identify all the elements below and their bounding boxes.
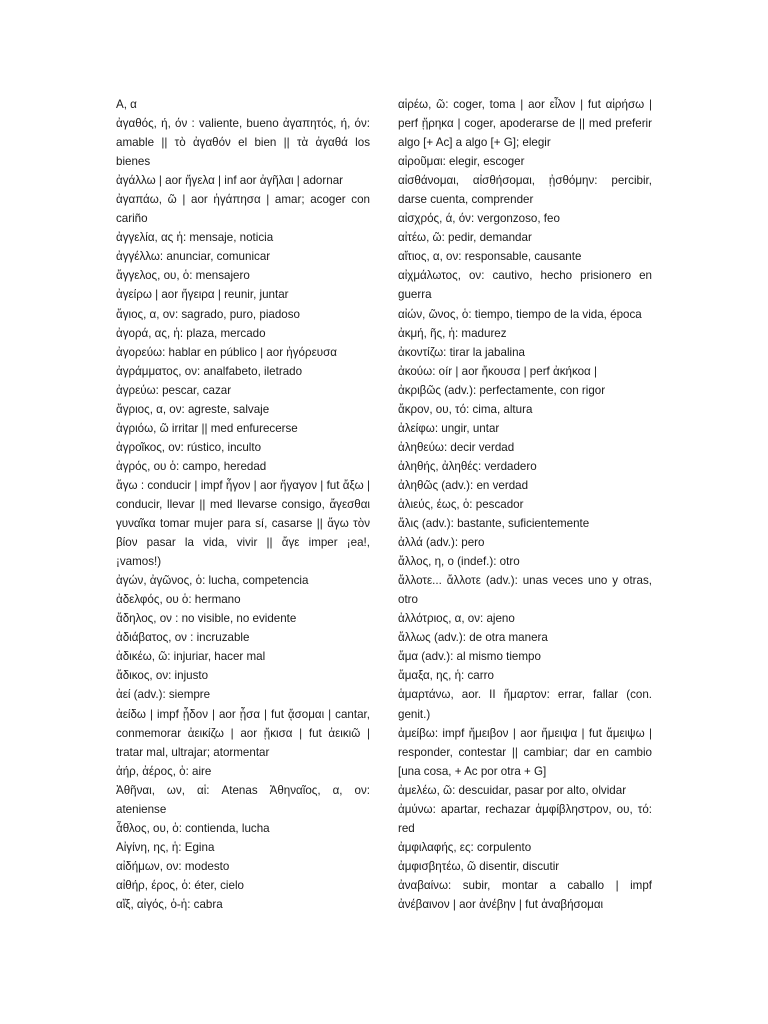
dictionary-entry: ἀκμή, ῆς, ἡ: madurez <box>398 326 507 340</box>
dictionary-entry: ἀμελέω, ῶ: descuidar, pasar por alto, olvidar <box>398 783 627 797</box>
dictionary-entry: ἀγγέλλω: anunciar, comunicar <box>116 250 271 264</box>
left-column <box>116 95 370 914</box>
dictionary-entry: ἀήρ, ἀέρος, ὁ: aire <box>116 764 212 778</box>
dictionary-entry: αἰδήμων, ον: modesto <box>116 859 230 873</box>
dictionary-entry: ἄδικος, ον: injusto <box>116 669 209 683</box>
dictionary-entry: αἰσθάνομαι, αἰσθήσομαι, ᾐσθόμην: percibir, darse cuenta, comprender <box>398 174 652 207</box>
dictionary-entry: ἀγάλλω | aor ἤγελα | inf aor ἀγῆλαι | adornar <box>116 174 344 188</box>
dictionary-entry: ἀγείρω | aor ἤγειρα | reunir, juntar <box>116 288 289 302</box>
dictionary-entry: ἄγω : conducir | impf ἦγον | aor ἤγαγον | fut ἄξω | conducir, llevar || med llevarse consigo, ἄγεσθαι γυναῖκα tomar mujer para sí, casarse || ἄγω τὸν βίον pasar la vida, vivir || ἄγε imper ¡ea!, ¡vamos!) <box>116 478 370 569</box>
dictionary-entry: αἰών, ῶνος, ὁ: tiempo, tiempo de la vida, época <box>398 307 642 321</box>
dictionary-entry: αἱρέω, ῶ: coger, toma | aor εἷλον | fut αἱρήσω | perf ᾕρηκα | coger, apoderarse de || med preferir algo [+ Ac] a algo [+ G]; elegir <box>398 98 652 150</box>
dictionary-entry: ἀγών, ἀγῶνος, ὁ: lucha, competencia <box>116 574 309 588</box>
dictionary-entry: ἀγαπάω, ῶ | aor ἠγάπησα | amar; acoger con cariño <box>116 193 370 226</box>
dictionary-entry: ἀδικέω, ῶ: injuriar, hacer mal <box>116 650 266 664</box>
dictionary-entry: ἀεί (adv.): siempre <box>116 688 211 702</box>
dictionary-entry: ἀδιάβατος, ον : incruzable <box>116 631 250 645</box>
dictionary-entry: Ἀθῆναι, ων, αἱ: Atenas Ἀθηναῖος, α, ον: ateniense <box>116 783 370 816</box>
dictionary-entry: ἄδηλος, ον : no visible, no evidente <box>116 612 297 626</box>
dictionary-entry: ἁμαρτάνω, aor. II ἥμαρτον: errar, fallar (con. genit.) <box>398 688 652 721</box>
dictionary-entry: ἄλλοτε... ἄλλοτε (adv.): unas veces uno y otras, otro <box>398 574 652 607</box>
dictionary-entry: ἄγριος, α, ον: agreste, salvaje <box>116 402 270 416</box>
dictionary-entry: αἰσχρός, ά, όν: vergonzoso, feo <box>398 212 560 226</box>
dictionary-entry: ἀλείφω: ungir, untar <box>398 421 500 435</box>
dictionary-entry: αἰτέω, ῶ: pedir, demandar <box>398 231 532 245</box>
dictionary-entry: ἀλλότριος, α, ον: ajeno <box>398 612 515 626</box>
dictionary-entry: Αἰγίνη, ης, ἡ: Egina <box>116 840 215 854</box>
dictionary-entry: ἅμαξα, ης, ἡ: carro <box>398 669 494 683</box>
dictionary-entry: ἅγιος, α, ον: sagrado, puro, piadoso <box>116 307 300 321</box>
dictionary-entry: ἀγρεύω: pescar, cazar <box>116 383 232 397</box>
dictionary-entry: ἀγριόω, ῶ irritar || med enfurecerse <box>116 421 298 435</box>
dictionary-entry: ἄλλος, η, ο (indef.): otro <box>398 555 520 569</box>
dictionary-entry: αἰθήρ, έρος, ὁ: éter, cielo <box>116 878 244 892</box>
dictionary-entry: αἴτιος, α, ον: responsable, causante <box>398 250 582 264</box>
dictionary-entry: ἀγγελία, ας ἡ: mensaje, noticia <box>116 231 274 245</box>
dictionary-entry: ἀγαθός, ή, όν : valiente, bueno ἀγαπητός, ή, όν: amable || τὸ ἀγαθόν el bien || τὰ ἀγαθά los bienes <box>116 117 370 169</box>
dictionary-entry: ἀμφισβητέω, ῶ disentir, discutir <box>398 859 560 873</box>
dictionary-entry: ἀκριβῶς (adv.): perfectamente, con rigor <box>398 383 606 397</box>
dictionary-entry: ἆθλος, ου, ὁ: contienda, lucha <box>116 821 270 835</box>
dictionary-entry: ἄκρον, ου, τό: cima, altura <box>398 402 533 416</box>
dictionary-entry: ἀκοντίζω: tirar la jabalina <box>398 345 525 359</box>
dictionary-entry: ἅλις (adv.): bastante, suficientemente <box>398 517 590 531</box>
dictionary-entry: ἀμείβω: impf ἤμειβον | aor ἤμειψα | fut ἄμειψω | responder, contestar || cambiar; dar en cambio [una cosa, + Ac por otra + G] <box>398 726 652 778</box>
dictionary-entry: ἀναβαίνω: subir, montar a caballo | impf ἀνέβαινον | aor ἀνέβην | fut ἀναβήσομαι <box>398 878 652 911</box>
dictionary-entry: ἀείδω | impf ᾖδον | aor ᾖσα | fut ᾄσομαι | cantar, conmemorar ἀεικίζω | aor ᾔκισα | fut ἀεικιῶ | tratar mal, ultrajar; atormentar <box>116 707 370 759</box>
dictionary-entry: ἀγρός, ου ὁ: campo, heredad <box>116 459 267 473</box>
dictionary-entry: ἀδελφός, ου ὁ: hermano <box>116 593 241 607</box>
dictionary-entry: ἀμύνω: apartar, rechazar ἀμφίβληστρον, ου, τό: red <box>398 802 652 835</box>
dictionary-entry: αἴξ, αἰγός, ὁ-ἡ: cabra <box>116 897 223 911</box>
dictionary-entry: ἀληθῶς (adv.): en verdad <box>398 478 529 492</box>
dictionary-entry: ἁλιεύς, έως, ὁ: pescador <box>398 497 524 511</box>
dictionary-entry: ἀγορά, ας, ἡ: plaza, mercado <box>116 326 266 340</box>
dictionary-entry: ἀληθεύω: decir verdad <box>398 440 515 454</box>
right-column <box>398 95 652 914</box>
dictionary-entry: ἀληθής, ἀληθές: verdadero <box>398 459 537 473</box>
dictionary-entry: ἀγράμματος, ον: analfabeto, iletrado <box>116 364 303 378</box>
dictionary-entry: ἀγορεύω: hablar en público | aor ἠγόρευσα <box>116 345 337 359</box>
dictionary-entry: ἅμα (adv.): al mismo tiempo <box>398 650 541 664</box>
dictionary-entry: ἀγροῖκος, ον: rústico, inculto <box>116 440 262 454</box>
dictionary-entry: ἀλλά (adv.): pero <box>398 536 485 550</box>
dictionary-entry: ἀμφιλαφής, ες: corpulento <box>398 840 532 854</box>
dictionary-entry: ἀκούω: oír | aor ἤκουσα | perf ἀκήκοα | <box>398 364 597 378</box>
dictionary-entry: αἰχμάλωτος, ον: cautivo, hecho prisionero en guerra <box>398 269 652 302</box>
dictionary-entry: Α, α <box>116 98 137 111</box>
dictionary-entry: ἄγγελος, ου, ὁ: mensajero <box>116 269 250 283</box>
dictionary-entry: ἄλλως (adv.): de otra manera <box>398 631 548 645</box>
dictionary-entry: αἱροῦμαι: elegir, escoger <box>398 155 525 169</box>
